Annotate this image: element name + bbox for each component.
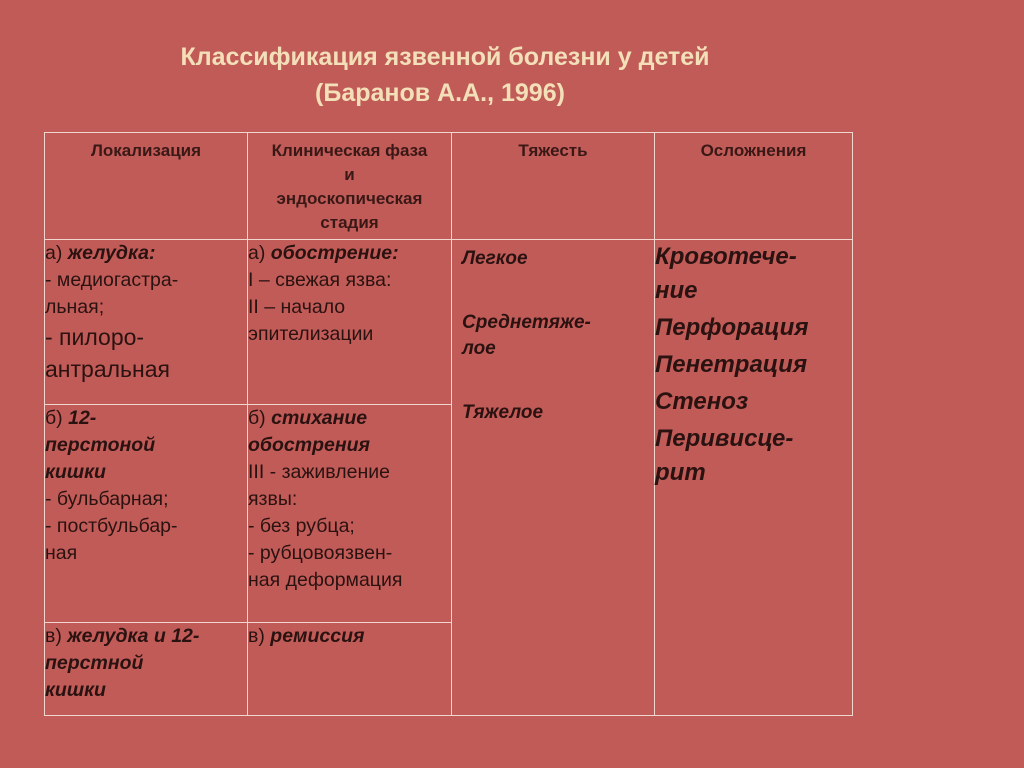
text-line: язвы: bbox=[248, 488, 298, 510]
spacer bbox=[462, 362, 644, 400]
complication-bleeding-line: ние bbox=[655, 277, 698, 304]
text-line: льная; bbox=[45, 296, 105, 318]
complication-perivisceritis-line: Перивисце- bbox=[655, 425, 794, 452]
item-prefix: б) bbox=[45, 407, 69, 429]
phase-cell-a bbox=[248, 240, 452, 405]
header-severity-label: Тяжесть bbox=[518, 141, 588, 160]
complication-bleeding-line: Кровотече- bbox=[655, 243, 797, 270]
phase-cell-c bbox=[248, 623, 452, 716]
text-line: - без рубца; bbox=[248, 515, 355, 537]
text-line: - медиогастра- bbox=[45, 269, 179, 291]
item-title: перстоной bbox=[45, 434, 156, 456]
phase-b-title bbox=[248, 405, 451, 432]
text-line: антральная bbox=[45, 356, 170, 382]
phase-a-title bbox=[248, 240, 451, 267]
localization-cell-a bbox=[45, 240, 248, 405]
text-line: - бульбарная; bbox=[45, 488, 169, 510]
text-line: ная деформация bbox=[248, 569, 403, 591]
localization-a-title bbox=[45, 240, 247, 267]
item-prefix: а) bbox=[45, 242, 68, 264]
item-prefix: а) bbox=[248, 242, 271, 264]
header-phase bbox=[248, 133, 452, 240]
item-title: стихание bbox=[271, 407, 368, 429]
item-title: кишки bbox=[45, 461, 106, 483]
localization-b-title bbox=[45, 405, 247, 432]
item-title: желудка: bbox=[67, 242, 156, 264]
classification-table bbox=[44, 132, 853, 716]
header-row bbox=[45, 133, 853, 240]
item-prefix: в) bbox=[248, 625, 271, 647]
header-localization bbox=[45, 133, 248, 240]
item-title: кишки bbox=[45, 679, 106, 701]
text-line: - пилоро- bbox=[45, 324, 145, 350]
item-title: обострения bbox=[248, 434, 371, 456]
item-title: ремиссия bbox=[270, 625, 365, 647]
localization-cell-c bbox=[45, 623, 248, 716]
header-phase-line: стадия bbox=[320, 213, 379, 232]
header-localization-label: Локализация bbox=[90, 141, 202, 160]
localization-c-title bbox=[45, 623, 247, 650]
slide-title-line-1: Классификация язвенной болезни у детей bbox=[180, 43, 710, 71]
complication-penetration: Пенетрация bbox=[655, 351, 808, 378]
item-title: перстной bbox=[45, 652, 144, 674]
text-line: II – начало bbox=[248, 296, 346, 318]
severity-severe: Тяжелое bbox=[462, 402, 544, 423]
text-line: III - заживление bbox=[248, 461, 390, 483]
text-line: эпителизации bbox=[248, 323, 374, 345]
text-line: I – свежая язва: bbox=[248, 269, 392, 291]
text-line: - постбульбар- bbox=[45, 515, 178, 537]
header-phase-line: и bbox=[344, 165, 355, 184]
header-phase-line: эндоскопическая bbox=[276, 189, 423, 208]
header-complications bbox=[655, 133, 853, 240]
phase-cell-b bbox=[248, 405, 452, 623]
severity-cell bbox=[452, 240, 655, 716]
severity-mild: Легкое bbox=[462, 248, 528, 269]
severity-moderate-line: лое bbox=[462, 338, 496, 359]
complication-perivisceritis-line: рит bbox=[655, 459, 706, 486]
text-line: ная bbox=[45, 542, 78, 564]
header-severity bbox=[452, 133, 655, 240]
header-phase-line: Клиническая фаза bbox=[271, 141, 428, 160]
complications-cell bbox=[655, 240, 853, 716]
complication-stenosis: Стеноз bbox=[655, 388, 749, 415]
text-line: - рубцовоязвен- bbox=[248, 542, 393, 564]
slide-title-line-2: (Баранов А.А., 1996) bbox=[315, 79, 565, 107]
item-title: обострение: bbox=[270, 242, 399, 264]
item-prefix: б) bbox=[248, 407, 272, 429]
complication-perforation: Перфорация bbox=[655, 314, 809, 341]
item-prefix: в) bbox=[45, 625, 68, 647]
header-complications-label: Осложнения bbox=[700, 141, 807, 160]
item-title: желудка и 12- bbox=[67, 625, 200, 647]
localization-cell-b bbox=[45, 405, 248, 623]
severity-moderate-line: Среднетяже- bbox=[462, 312, 591, 333]
phase-c-title bbox=[248, 623, 451, 650]
row-a bbox=[45, 240, 853, 405]
item-title: 12- bbox=[68, 407, 97, 429]
spacer bbox=[462, 272, 644, 310]
